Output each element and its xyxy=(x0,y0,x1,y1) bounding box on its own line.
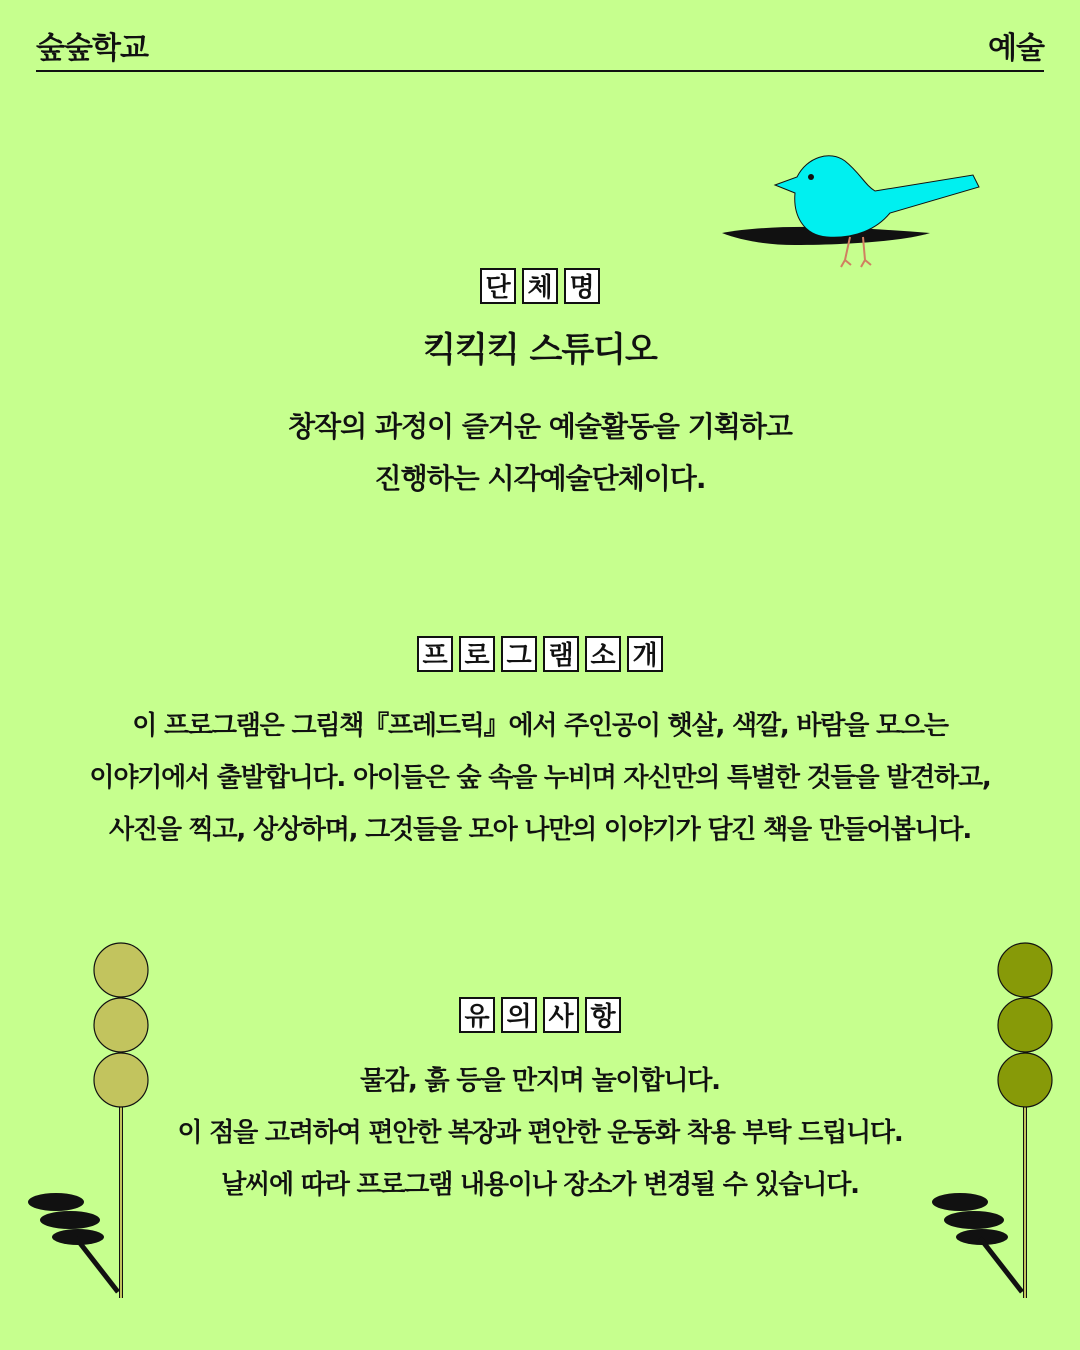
heading-char: 체 xyxy=(522,268,558,304)
program-section xyxy=(0,636,1080,856)
program-line: 이 프로그램은 그림책『프레드릭』에서 주인공이 햇살, 색깔, 바람을 모으는 xyxy=(132,711,948,741)
program-description xyxy=(0,700,1080,856)
notice-list xyxy=(0,1055,1080,1211)
heading-char: 단 xyxy=(480,268,516,304)
heading-char: 프 xyxy=(417,636,453,672)
heading-char: 소 xyxy=(585,636,621,672)
org-heading xyxy=(0,268,1080,304)
category-label: 예술 xyxy=(988,31,1044,66)
heading-char: 로 xyxy=(459,636,495,672)
desc-line: 창작의 과정이 즐거운 예술활동을 기획하고 xyxy=(288,410,792,443)
desc-line: 진행하는 시각예술단체이다. xyxy=(374,462,706,495)
heading-char: 램 xyxy=(543,636,579,672)
heading-char: 그 xyxy=(501,636,537,672)
program-line: 이야기에서 출발합니다. 아이들은 숲 속을 누비며 자신만의 특별한 것들을 발견하고, xyxy=(89,763,991,793)
heading-char: 항 xyxy=(585,997,621,1033)
program-heading xyxy=(0,636,1080,672)
bird-illustration xyxy=(715,145,990,275)
notice-line: 이 점을 고려하여 편안한 복장과 편안한 운동화 착용 부탁 드립니다. xyxy=(177,1118,903,1148)
heading-char: 의 xyxy=(501,997,537,1033)
heading-char: 유 xyxy=(459,997,495,1033)
program-line: 사진을 찍고, 상상하며, 그것들을 모아 나만의 이야기가 담긴 책을 만들어봅니다. xyxy=(108,815,971,845)
notice-heading xyxy=(0,997,1080,1033)
header xyxy=(36,20,1044,72)
org-name: 킥킥킥 스튜디오 xyxy=(423,330,657,370)
school-name: 숲숲학교 xyxy=(36,31,148,66)
heading-char: 사 xyxy=(543,997,579,1033)
notice-line: 날씨에 따라 프로그램 내용이나 장소가 변경될 수 있습니다. xyxy=(221,1170,859,1200)
heading-char: 개 xyxy=(627,636,663,672)
notice-line: 물감, 흙 등을 만지며 놀이합니다. xyxy=(360,1066,720,1096)
notice-section xyxy=(0,997,1080,1211)
heading-char: 명 xyxy=(564,268,600,304)
org-section xyxy=(0,268,1080,505)
org-description xyxy=(0,401,1080,505)
